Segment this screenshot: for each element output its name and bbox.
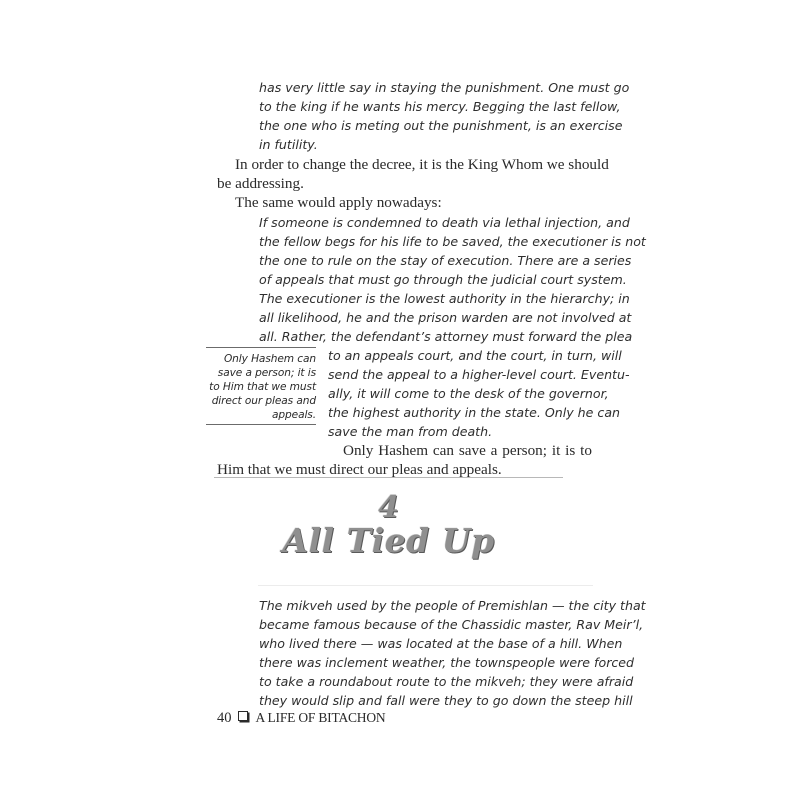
page-number: 40 — [217, 710, 232, 726]
quote-line: all likelihood, he and the prison warden are not involved at — [259, 310, 632, 325]
hollow-square-box-icon — [238, 711, 248, 721]
quote-line: the highest authority in the state. Only he can — [328, 405, 621, 420]
quote-line: If someone is condemned to death via lethal injection, and — [259, 215, 630, 230]
quote-line: in futility. — [259, 137, 318, 152]
body-line: Only Hashem can save a person; it is to — [343, 442, 592, 459]
quote-line: the one to rule on the stay of execution. There are a series — [259, 253, 632, 268]
pull-quote-line: save a person; it is — [217, 367, 316, 379]
pull-quote — [206, 347, 316, 425]
body-line: In order to change the decree, it is the King Whom we should — [235, 156, 609, 173]
quote-line: ally, it will come to the desk of the governor, — [328, 386, 609, 401]
quote-line: the one who is meting out the punishment, is an exercise — [259, 118, 623, 133]
excerpt-line: to take a roundabout route to the mikveh; they were afraid — [259, 674, 634, 689]
chapter-title: All Tied Up — [282, 521, 495, 560]
excerpt-line: The mikveh used by the people of Premishlan — the city that — [259, 598, 646, 613]
chapter-divider-rule — [214, 477, 563, 478]
pull-quote-line: Only Hashem can — [223, 353, 316, 365]
pull-quote-line: direct our pleas and — [211, 395, 316, 407]
pull-quote-line: to Him that we must — [209, 381, 316, 393]
quote-line: The executioner is the lowest authority in the hierarchy; in — [259, 291, 630, 306]
quote-line: send the appeal to a higher-level court. Eventu- — [328, 367, 630, 382]
body-line: Him that we must direct our pleas and appeals. — [217, 461, 502, 478]
quote-line: to an appeals court, and the court, in turn, will — [328, 348, 622, 363]
chapter-number: 4 — [378, 490, 399, 525]
excerpt-line: became famous because of the Chassidic master, Rav Meir’l, — [259, 617, 644, 632]
excerpt-line: there was inclement weather, the townspeople were forced — [259, 655, 635, 670]
page-footer — [217, 709, 385, 727]
body-line: be addressing. — [217, 175, 304, 192]
quote-line: to the king if he wants his mercy. Begging the last fellow, — [259, 99, 621, 114]
quote-line: save the man from death. — [328, 424, 493, 439]
excerpt-line: they would slip and fall were they to go down the steep hill — [259, 693, 633, 708]
excerpt-line: who lived there — was located at the base of a hill. When — [259, 636, 623, 651]
pull-quote-line: appeals. — [272, 409, 316, 421]
running-title: A LIFE OF BITACHON — [255, 710, 386, 725]
excerpt-divider-rule — [258, 585, 593, 586]
body-line: The same would apply nowadays: — [235, 194, 442, 211]
quote-line: has very little say in staying the punishment. One must go — [259, 80, 630, 95]
quote-line: of appeals that must go through the judicial court system. — [259, 272, 627, 287]
quote-line: all. Rather, the defendant’s attorney must forward the plea — [259, 329, 633, 344]
quote-line: the fellow begs for his life to be saved, the executioner is not — [259, 234, 646, 249]
